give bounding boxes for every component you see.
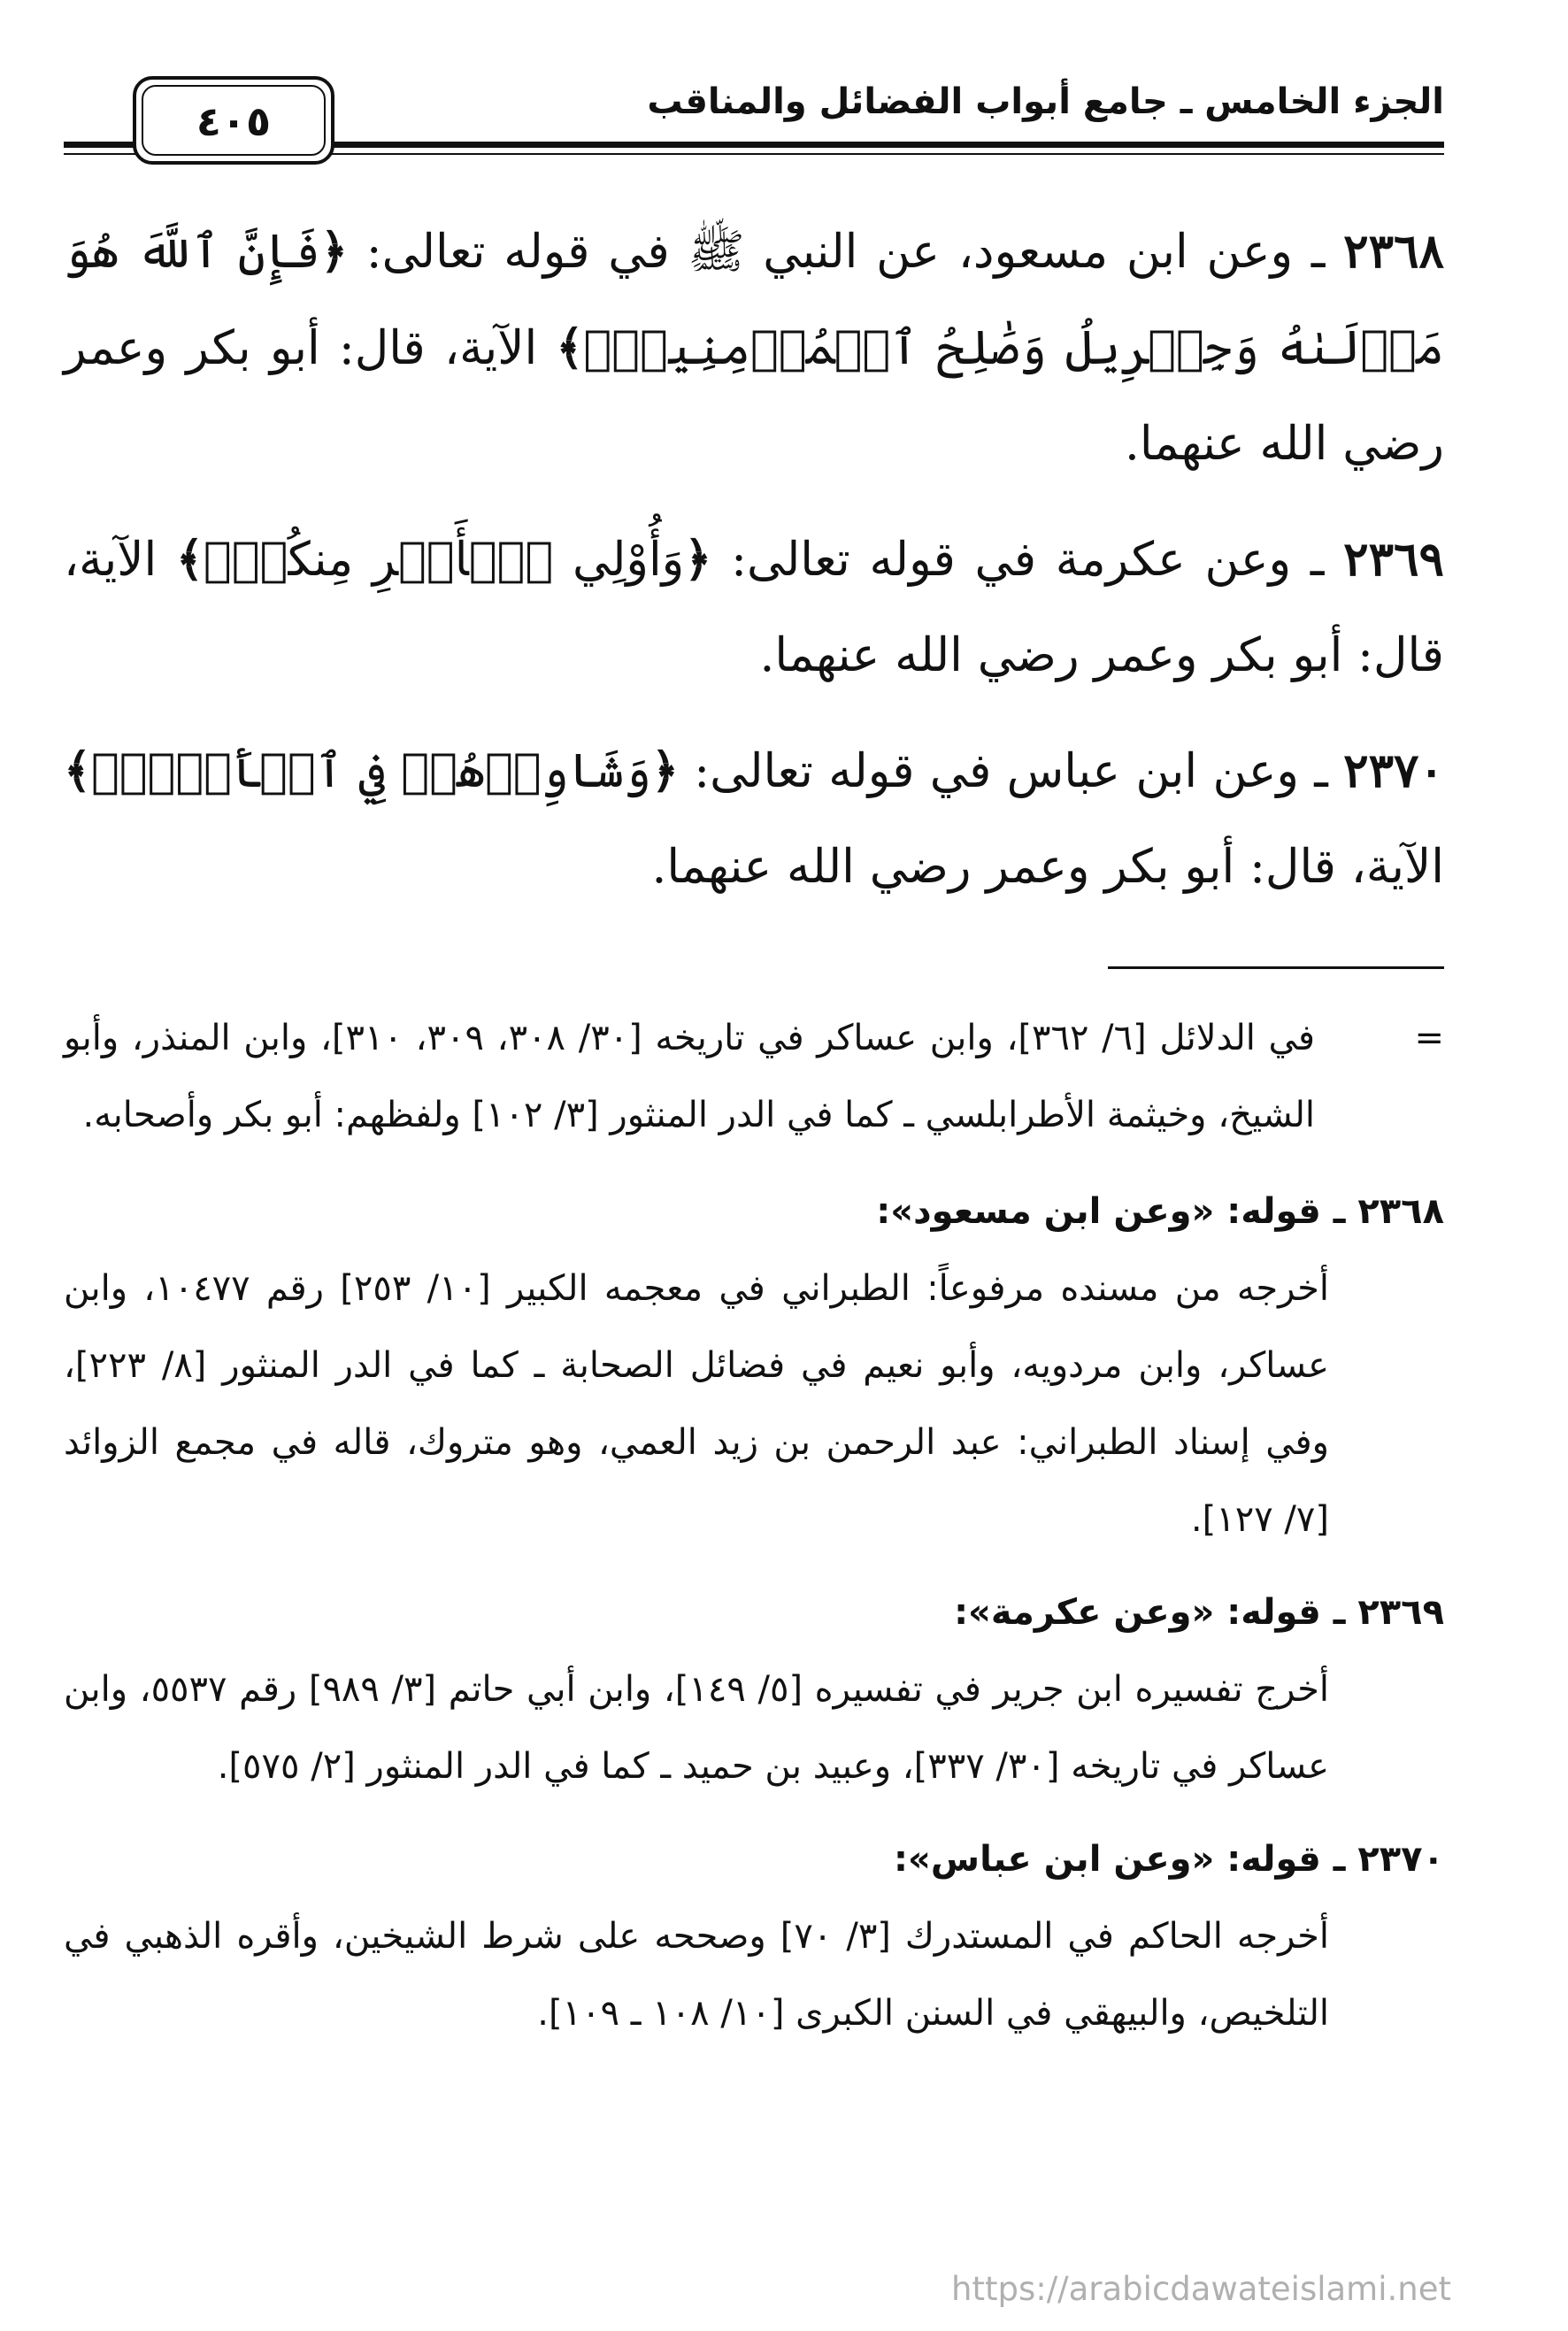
footnote-2368: [64, 1173, 1444, 1558]
quran-close-bracket: ﴾: [175, 532, 204, 587]
footnote-separator: [1108, 966, 1444, 969]
continuation-mark: =: [1414, 1018, 1444, 1058]
footnote-2370: [64, 1821, 1444, 2052]
hadith-2368: [64, 204, 1444, 492]
hadith-2370: [64, 723, 1444, 915]
continuation-text: في الدلائل [٦/ ٣٦٢]، وابن عساكر في تاريخه [٣٠/ ٣٠٨، ٣٠٩، ٣١٠]، وابن المنذر، وأبو الشيخ، وخيثمة الأطرابلسي ـ كما في الدر المنثور [٣/ ١٠٢] ولفظهم: أبو بكر وأصحابه.: [64, 1018, 1316, 1135]
page-number-frame: [133, 76, 334, 165]
page-header: [64, 71, 1444, 168]
watermark-url: https://arabicdawateislami.net: [951, 2270, 1451, 2308]
quran-open-bracket: ﴿: [319, 224, 349, 279]
running-title: الجزء الخامس ـ جامع أبواب الفضائل والمناقب: [647, 81, 1444, 122]
footnote-2369: [64, 1574, 1444, 1805]
quran-verse: وَأُوْلِي ٱلۡأَمۡرِ مِنكُمۡۖ: [204, 533, 685, 587]
hadith-conclusion: الآية، قال: أبو بكر وعمر رضي الله عنهما.: [64, 321, 1444, 471]
hadith-intro: ـ وعن ابن عباس في قوله تعالى:: [679, 744, 1328, 798]
quran-close-bracket: ﴾: [64, 743, 92, 798]
footnote-body: أخرج تفسيره ابن جرير في تفسيره [٥/ ١٤٩]، وابن أبي حاتم [٣/ ٩٨٩] رقم ٥٥٣٧، وابن عساكر في تاريخه [٣٠/ ٣٣٧]، وعبيد بن حميد ـ كما في الدر المنثور [٢/ ٥٧٥].: [64, 1669, 1330, 1787]
quran-open-bracket: ﴿: [684, 532, 712, 587]
footnote-heading: ٢٣٦٨ ـ قوله: «وعن ابن مسعود»:: [876, 1191, 1444, 1232]
hadith-conclusion: الآية، قال: أبو بكر وعمر رضي الله عنهما.: [651, 840, 1444, 894]
footnote-heading: ٢٣٦٩ ـ قوله: «وعن عكرمة»:: [954, 1592, 1444, 1633]
hadith-number: ٢٣٦٨: [1343, 224, 1444, 279]
page-number: ٤٠٥: [196, 97, 272, 145]
hadith-text-section: [64, 204, 1444, 935]
footnote-heading: ٢٣٧٠ ـ قوله: «وعن ابن عباس»:: [894, 1839, 1444, 1880]
quran-close-bracket: ﴾: [556, 320, 584, 375]
quran-verse: وَشَاوِرۡهُمۡ فِي ٱلۡأَمۡرِۖ: [91, 744, 651, 798]
footnotes-section: [64, 1000, 1444, 2068]
footnote-body: أخرجه الحاكم في المستدرك [٣/ ٧٠] وصححه على شرط الشيخين، وأقره الذهبي في التلخيص، والبيهقي في السنن الكبرى [١٠/ ١٠٨ ـ ١٠٩].: [64, 1916, 1329, 2034]
hadith-number: ٢٣٦٩: [1343, 532, 1444, 587]
hadith-2369: [64, 512, 1444, 704]
hadith-intro: ـ وعن عكرمة في قوله تعالى:: [711, 533, 1325, 587]
quran-open-bracket: ﴿: [650, 743, 679, 798]
hadith-conclusion: الآية، قال: أبو بكر وعمر رضي الله عنهما.: [64, 533, 1444, 682]
hadith-number: ٢٣٧٠: [1343, 743, 1444, 798]
quran-verse: فَإِنَّ ٱللَّهَ هُوَ مَوۡلَىٰهُ وَجِبۡرِيلُ وَصَٰلِحُ ٱلۡمُؤۡمِنِينَۖ: [64, 225, 1444, 375]
footnote-continuation: [64, 1000, 1444, 1154]
hadith-intro: ـ وعن ابن مسعود، عن النبي ﷺ في قوله تعالى:: [348, 225, 1326, 279]
footnote-body: أخرجه من مسنده مرفوعاً: الطبراني في معجمه الكبير [١٠/ ٢٥٣] رقم ١٠٤٧٧، وابن عساكر، وابن مردويه، وأبو نعيم في فضائل الصحابة ـ كما في الدر المنثور [٨/ ٢٢٣]، وفي إسناد الطبراني: عبد الرحمن بن زيد العمي، وهو متروك، قاله في مجمع الزوائد [٧/ ١٢٧].: [64, 1268, 1329, 1540]
